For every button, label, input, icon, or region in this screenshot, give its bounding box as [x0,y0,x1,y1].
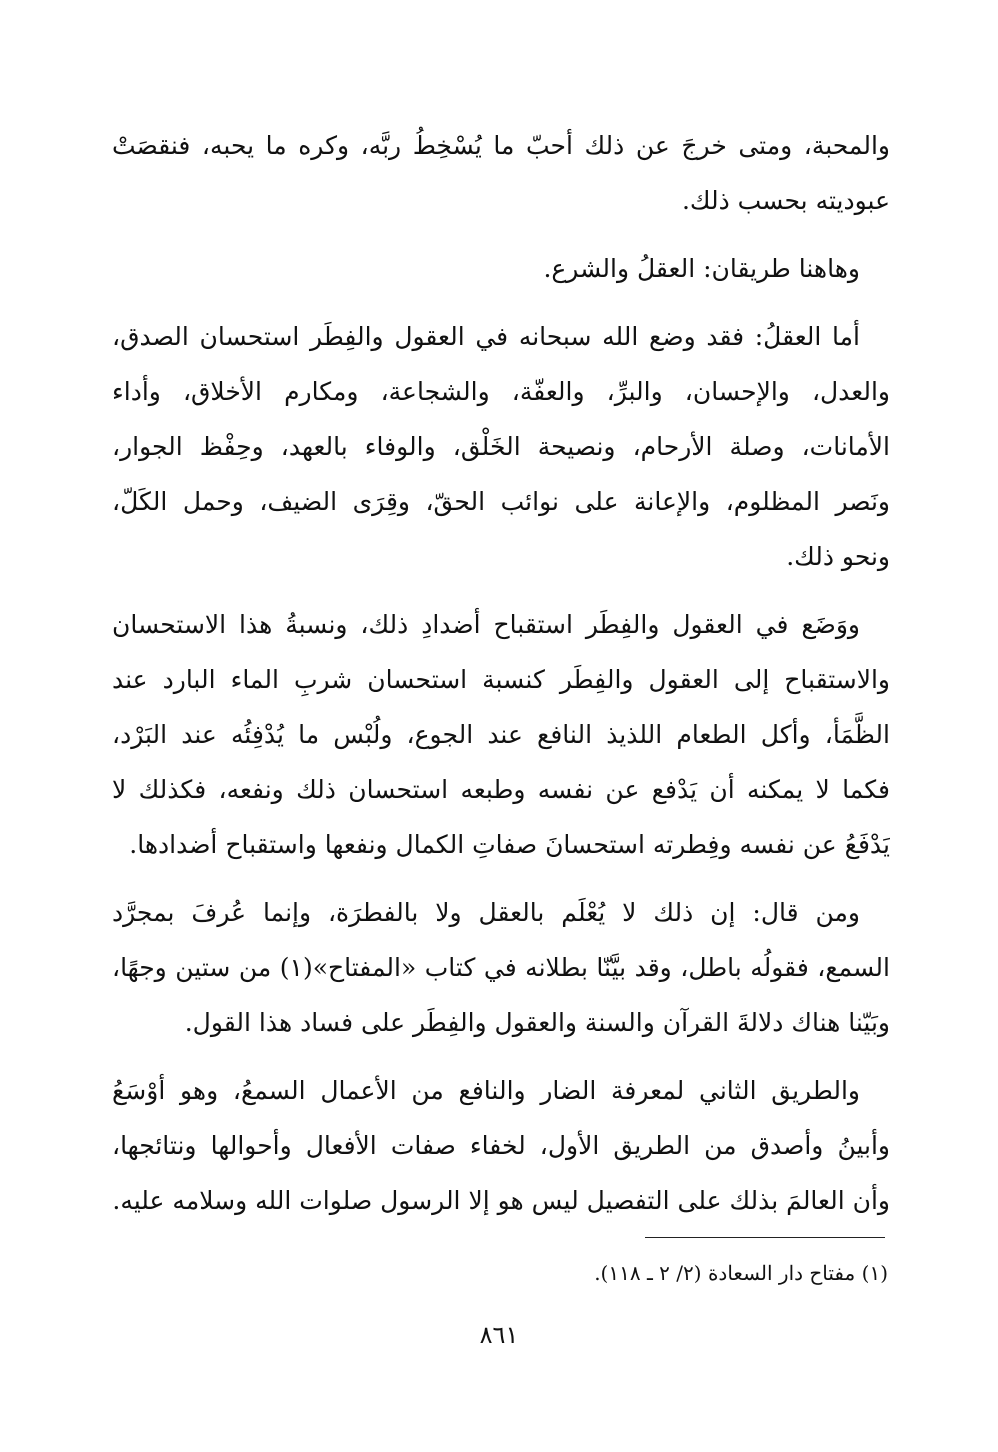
text-line: فكما لا يمكنه أن يَدْفع عن نفسه وطبعه استحسان ذلك ونفعه، فكذلك لا [112,775,890,804]
paragraph-6 [112,1063,890,1228]
paragraph-4 [112,597,890,872]
text-line: ونحو ذلك. [786,542,890,571]
paragraph-1 [112,118,890,228]
text-line: ووَضَع في العقول والفِطَر استقباح أضدادِ ذلك، ونسبةُ هذا الاستحسان [112,610,860,639]
text-line: السمع، فقولُه باطل، وقد بيَّنّا بطلانه في كتاب «المفتاح»(١) من ستين وجهًا، [112,953,890,982]
text-line: وأبينُ وأصدق من الطريق الأول، لخفاء صفات الأفعال وأحوالها ونتائجها، [112,1131,890,1160]
text-line: والعدل، والإحسان، والبرِّ، والعفّة، والشجاعة، ومكارم الأخلاق، وأداء [112,377,890,406]
text-line: وبَيّنا هناك دلالةَ القرآن والسنة والعقول والفِطَر على فساد هذا القول. [184,1008,890,1037]
text-line: أما العقلُ: فقد وضع الله سبحانه في العقول والفِطَر استحسان الصدق، [112,322,860,351]
paragraph-3 [112,309,890,584]
text-line: الأمانات، وصلة الأرحام، ونصيحة الخَلْق، والوفاء بالعهد، وحِفْظ الجوار، [112,432,890,461]
text-line: وأن العالمَ بذلك على التفصيل ليس هو إلا الرسول صلوات الله وسلامه عليه. [112,1186,890,1215]
footnote: (١) مفتاح دار السعادة (٢/ ٢ ـ ١١٨). [594,1261,888,1285]
text-line: يَدْفَعُ عن نفسه وفِطرته استحسانَ صفاتِ الكمال ونفعها واستقباح أضدادها. [129,830,890,859]
text-line: الظَّمَأ، وأكل الطعام اللذيذ النافع عند الجوع، ولُبْس ما يُدْفِئُه عند البَرْد، [112,720,890,749]
footnote-divider [645,1237,885,1238]
text-line: ونَصر المظلوم، والإعانة على نوائب الحقّ، وقِرَى الضيف، وحمل الكَلّ، [112,487,890,516]
text-line: عبوديته بحسب ذلك. [681,186,890,215]
text-line: ومن قال: إن ذلك لا يُعْلَم بالعقل ولا بالفطرَة، وإنما عُرفَ بمجرَّد [112,898,860,927]
main-text [112,118,890,1228]
text-line: وهاهنا طريقان: العقلُ والشرع. [543,254,860,283]
text-line: والمحبة، ومتى خرجَ عن ذلك أحبّ ما يُسْخِطُ ربَّه، وكره ما يحبه، فنقصَتْ [112,131,890,160]
paragraph-5 [112,885,890,1050]
text-line: والطريق الثاني لمعرفة الضار والنافع من الأعمال السمعُ، وهو أوْسَعُ [112,1076,860,1105]
text-line: والاستقباح إلى العقول والفِطَر كنسبة استحسان شربِ الماء البارد عند [112,665,890,694]
page-number: ٨٦١ [479,1321,519,1349]
paragraph-2 [112,241,890,296]
